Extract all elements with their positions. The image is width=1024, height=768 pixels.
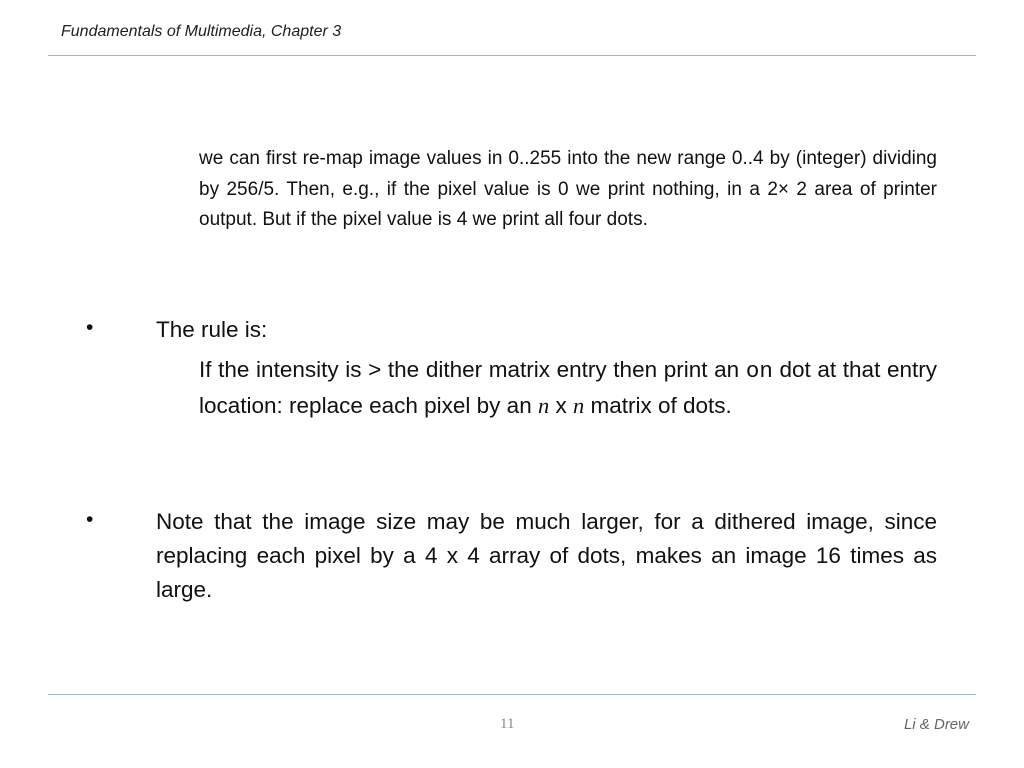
footer-divider — [48, 694, 976, 695]
n-variable: n — [572, 392, 585, 418]
on-keyword: on — [745, 358, 773, 384]
bullet-marker: • — [86, 316, 94, 339]
footer-authors: Li & Drew — [903, 716, 969, 733]
n-variable: n — [537, 392, 550, 418]
rule-description — [199, 353, 937, 423]
rule-text-middle: dot at that entry location: replace each pixel by an — [199, 357, 937, 418]
bullet-marker: • — [86, 508, 94, 531]
times-symbol: x — [549, 392, 573, 418]
intro-paragraph: we can first re-map image values in 0..255 into the new range 0..4 by (integer) dividing by 256/5. Then, e.g., if the pixel value is 0 we print nothing, in a 2× 2 area of printer output. But if the pixel value is 4 we print all four dots. — [199, 148, 937, 230]
slide-header-title: Fundamentals of Multimedia, Chapter 3 — [61, 23, 342, 40]
rule-text-end: matrix of dots. — [584, 392, 732, 418]
header-divider — [48, 55, 976, 56]
bullet-image-size-note: Note that the image size may be much larger, for a dithered image, since replacing each pixel by a 4 x 4 array of dots, makes an image 16 times as large. — [156, 509, 937, 602]
bullet-rule-heading: The rule is: — [156, 317, 268, 342]
rule-text-start: If the intensity is > the dither matrix entry then print an — [199, 357, 746, 382]
page-number: 11 — [500, 716, 515, 732]
